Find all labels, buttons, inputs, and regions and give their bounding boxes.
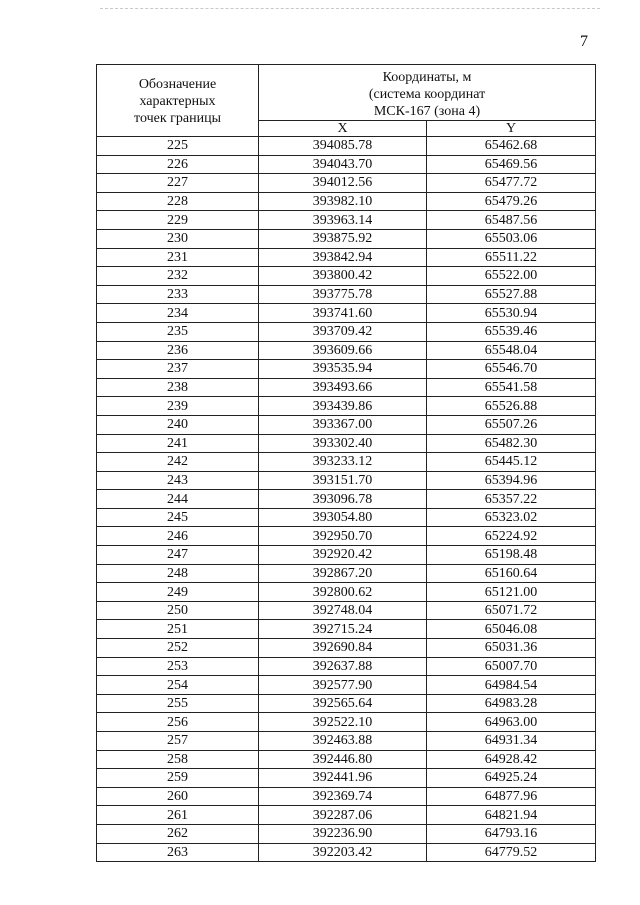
point-cell: 228 [97, 192, 259, 211]
y-coordinate-cell: 65445.12 [427, 453, 596, 472]
table-row [97, 434, 596, 453]
point-cell: 237 [97, 360, 259, 379]
coords-header-line: МСК-167 (зона 4) [373, 104, 481, 119]
coords-header-line: (система координат [368, 87, 486, 102]
table-row [97, 583, 596, 602]
x-coordinate-cell: 392565.64 [259, 694, 427, 713]
table-row [97, 676, 596, 695]
y-coordinate-cell: 65541.58 [427, 378, 596, 397]
point-cell: 232 [97, 267, 259, 286]
point-cell: 253 [97, 657, 259, 676]
x-coordinate-cell: 393535.94 [259, 360, 427, 379]
y-coordinate-cell: 64928.42 [427, 750, 596, 769]
table-row [97, 229, 596, 248]
x-coordinate-cell: 392236.90 [259, 824, 427, 843]
x-coordinate-cell: 393875.92 [259, 229, 427, 248]
points-header-line: точек границы [134, 111, 221, 126]
x-coordinate-cell: 392522.10 [259, 713, 427, 732]
x-coordinate-cell: 392920.42 [259, 546, 427, 565]
point-cell: 240 [97, 415, 259, 434]
x-coordinate-cell: 392463.88 [259, 732, 427, 751]
x-coordinate-cell: 392203.42 [259, 843, 427, 862]
page-number: 7 [580, 33, 588, 50]
x-coordinate-cell: 392637.88 [259, 657, 427, 676]
point-cell: 230 [97, 229, 259, 248]
points-column-header [97, 65, 259, 137]
point-cell: 234 [97, 304, 259, 323]
y-coordinate-cell: 64931.34 [427, 732, 596, 751]
y-coordinate-cell: 65507.26 [427, 415, 596, 434]
x-coordinate-cell: 393096.78 [259, 490, 427, 509]
table-row [97, 192, 596, 211]
table-row [97, 378, 596, 397]
point-cell: 225 [97, 137, 259, 156]
table-row [97, 843, 596, 862]
point-cell: 243 [97, 471, 259, 490]
scan-artifact-line [100, 8, 600, 9]
point-cell: 257 [97, 732, 259, 751]
x-coordinate-cell: 392748.04 [259, 601, 427, 620]
point-cell: 248 [97, 564, 259, 583]
x-coordinate-cell: 394043.70 [259, 155, 427, 174]
table-row [97, 360, 596, 379]
point-cell: 226 [97, 155, 259, 174]
y-column-header: Y [427, 121, 596, 137]
y-coordinate-cell: 65007.70 [427, 657, 596, 676]
table-row [97, 769, 596, 788]
y-coordinate-cell: 65530.94 [427, 304, 596, 323]
table-row [97, 322, 596, 341]
y-coordinate-cell: 65469.56 [427, 155, 596, 174]
y-coordinate-cell: 65121.00 [427, 583, 596, 602]
table-row [97, 397, 596, 416]
y-coordinate-cell: 65031.36 [427, 639, 596, 658]
table-row [97, 415, 596, 434]
point-cell: 235 [97, 322, 259, 341]
point-cell: 241 [97, 434, 259, 453]
table-row [97, 285, 596, 304]
y-coordinate-cell: 65394.96 [427, 471, 596, 490]
x-coordinate-cell: 392446.80 [259, 750, 427, 769]
table-row [97, 304, 596, 323]
table-row [97, 824, 596, 843]
y-coordinate-cell: 65511.22 [427, 248, 596, 267]
point-cell: 242 [97, 453, 259, 472]
point-cell: 236 [97, 341, 259, 360]
y-coordinate-cell: 64793.16 [427, 824, 596, 843]
table-row [97, 806, 596, 825]
table-row [97, 750, 596, 769]
y-coordinate-cell: 64983.28 [427, 694, 596, 713]
x-coordinate-cell: 392715.24 [259, 620, 427, 639]
table-row [97, 248, 596, 267]
y-coordinate-cell: 64821.94 [427, 806, 596, 825]
point-cell: 259 [97, 769, 259, 788]
point-cell: 252 [97, 639, 259, 658]
point-cell: 263 [97, 843, 259, 862]
x-coordinate-cell: 393800.42 [259, 267, 427, 286]
x-coordinate-cell: 393367.00 [259, 415, 427, 434]
point-cell: 260 [97, 787, 259, 806]
table-row [97, 732, 596, 751]
point-cell: 239 [97, 397, 259, 416]
table-row [97, 453, 596, 472]
point-cell: 233 [97, 285, 259, 304]
x-coordinate-cell: 393233.12 [259, 453, 427, 472]
x-coordinate-cell: 393709.42 [259, 322, 427, 341]
y-coordinate-cell: 65462.68 [427, 137, 596, 156]
coordinates-column-header [259, 65, 596, 121]
x-coordinate-cell: 393609.66 [259, 341, 427, 360]
x-coordinate-cell: 393151.70 [259, 471, 427, 490]
point-cell: 231 [97, 248, 259, 267]
points-header-line: Обозначение [138, 77, 217, 92]
table-row [97, 527, 596, 546]
point-cell: 229 [97, 211, 259, 230]
y-coordinate-cell: 65546.70 [427, 360, 596, 379]
x-coordinate-cell: 393741.60 [259, 304, 427, 323]
point-cell: 258 [97, 750, 259, 769]
point-cell: 262 [97, 824, 259, 843]
y-coordinate-cell: 64779.52 [427, 843, 596, 862]
table-row [97, 211, 596, 230]
point-cell: 255 [97, 694, 259, 713]
x-coordinate-cell: 393054.80 [259, 508, 427, 527]
table-row [97, 601, 596, 620]
table-row [97, 174, 596, 193]
table-row [97, 713, 596, 732]
x-coordinate-cell: 393775.78 [259, 285, 427, 304]
y-coordinate-cell: 64984.54 [427, 676, 596, 695]
y-coordinate-cell: 65323.02 [427, 508, 596, 527]
table-row [97, 471, 596, 490]
x-coordinate-cell: 392577.90 [259, 676, 427, 695]
table-body [97, 137, 596, 862]
table-row [97, 155, 596, 174]
table-row [97, 137, 596, 156]
y-coordinate-cell: 64877.96 [427, 787, 596, 806]
table-row [97, 639, 596, 658]
table-row [97, 694, 596, 713]
x-coordinate-cell: 392690.84 [259, 639, 427, 658]
point-cell: 250 [97, 601, 259, 620]
y-coordinate-cell: 65503.06 [427, 229, 596, 248]
point-cell: 238 [97, 378, 259, 397]
x-coordinate-cell: 393302.40 [259, 434, 427, 453]
y-coordinate-cell: 65526.88 [427, 397, 596, 416]
x-coordinate-cell: 392287.06 [259, 806, 427, 825]
y-coordinate-cell: 65487.56 [427, 211, 596, 230]
point-cell: 256 [97, 713, 259, 732]
y-coordinate-cell: 65527.88 [427, 285, 596, 304]
table-row [97, 546, 596, 565]
y-coordinate-cell: 65357.22 [427, 490, 596, 509]
y-coordinate-cell: 65046.08 [427, 620, 596, 639]
x-coordinate-cell: 392441.96 [259, 769, 427, 788]
point-cell: 247 [97, 546, 259, 565]
y-coordinate-cell: 65198.48 [427, 546, 596, 565]
y-coordinate-cell: 65548.04 [427, 341, 596, 360]
point-cell: 244 [97, 490, 259, 509]
table-row [97, 657, 596, 676]
coords-header-line: Координаты, м [382, 70, 472, 85]
table-row [97, 341, 596, 360]
coordinates-table [96, 64, 596, 862]
y-coordinate-cell: 65477.72 [427, 174, 596, 193]
x-coordinate-cell: 394012.56 [259, 174, 427, 193]
point-cell: 251 [97, 620, 259, 639]
x-coordinate-cell: 394085.78 [259, 137, 427, 156]
x-coordinate-cell: 392867.20 [259, 564, 427, 583]
x-coordinate-cell: 393493.66 [259, 378, 427, 397]
point-cell: 249 [97, 583, 259, 602]
point-cell: 245 [97, 508, 259, 527]
table-row [97, 490, 596, 509]
y-coordinate-cell: 64963.00 [427, 713, 596, 732]
table-row [97, 564, 596, 583]
y-coordinate-cell: 65482.30 [427, 434, 596, 453]
table-row [97, 620, 596, 639]
x-coordinate-cell: 393842.94 [259, 248, 427, 267]
y-coordinate-cell: 65479.26 [427, 192, 596, 211]
table-row [97, 787, 596, 806]
x-coordinate-cell: 392950.70 [259, 527, 427, 546]
y-coordinate-cell: 64925.24 [427, 769, 596, 788]
x-coordinate-cell: 392369.74 [259, 787, 427, 806]
y-coordinate-cell: 65539.46 [427, 322, 596, 341]
y-coordinate-cell: 65160.64 [427, 564, 596, 583]
point-cell: 261 [97, 806, 259, 825]
point-cell: 227 [97, 174, 259, 193]
table-row [97, 267, 596, 286]
x-coordinate-cell: 393963.14 [259, 211, 427, 230]
point-cell: 254 [97, 676, 259, 695]
y-coordinate-cell: 65224.92 [427, 527, 596, 546]
x-coordinate-cell: 393982.10 [259, 192, 427, 211]
x-coordinate-cell: 393439.86 [259, 397, 427, 416]
table-row [97, 508, 596, 527]
x-coordinate-cell: 392800.62 [259, 583, 427, 602]
points-header-line: характерных [139, 94, 216, 109]
y-coordinate-cell: 65071.72 [427, 601, 596, 620]
x-column-header: X [259, 121, 427, 137]
y-coordinate-cell: 65522.00 [427, 267, 596, 286]
point-cell: 246 [97, 527, 259, 546]
